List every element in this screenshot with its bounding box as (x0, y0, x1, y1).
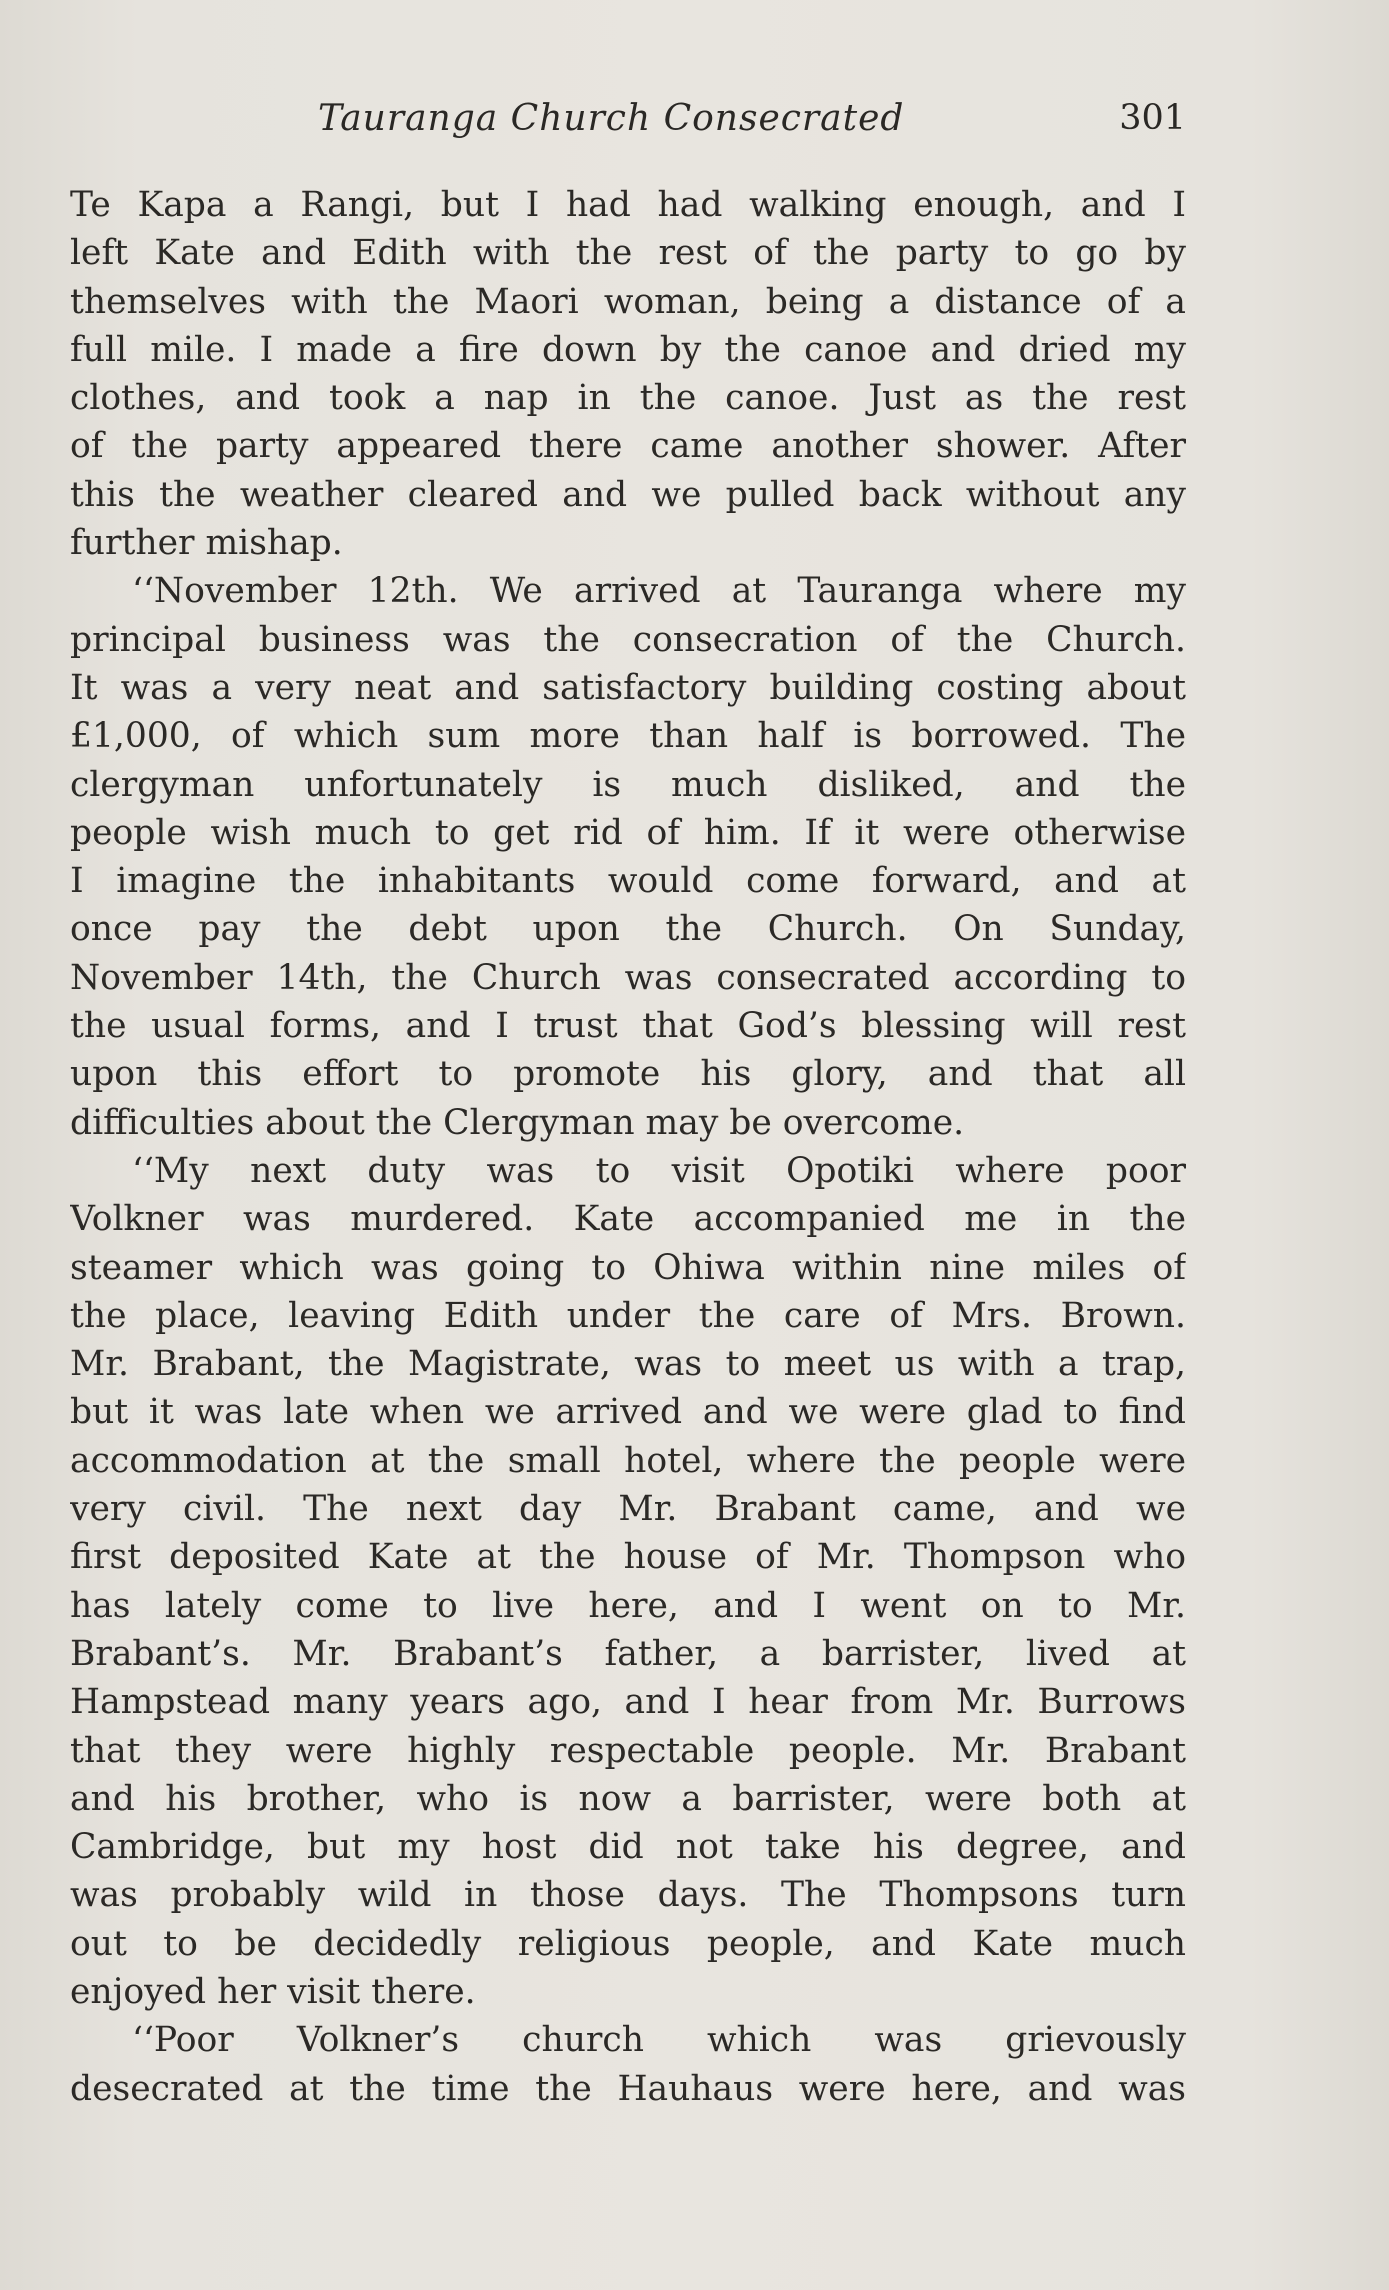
text-line: was probably wild in those days. The Thompsons turn (70, 1875, 1186, 1916)
text-line: principal business was the consecration of the Church. (70, 619, 1186, 660)
text-line: enjoyed her visit there. (70, 1971, 476, 2012)
text-line: ‘‘My next duty was to visit Opotiki where poor (132, 1150, 1186, 1191)
text-line: ‘‘November 12th. We arrived at Tauranga where my (132, 571, 1186, 612)
text-line: further mishap. (70, 523, 343, 564)
text-line: Te Kapa a Rangi, but I had had walking enough, and I (70, 185, 1186, 225)
text-line: accommodation at the small hotel, where the people were (70, 1440, 1186, 1481)
body-text (70, 181, 1186, 2113)
text-line: steamer which was going to Ohiwa within nine miles of (70, 1247, 1186, 1288)
text-line: ‘‘Poor Volkner’s church which was grievously (132, 2020, 1186, 2061)
text-line: people wish much to get rid of him. If it were otherwise (70, 812, 1186, 853)
text-line: this the weather cleared and we pulled back without any (70, 474, 1186, 515)
text-line: Mr. Brabant, the Magistrate, was to meet us with a trap, (70, 1344, 1186, 1385)
text-line: Cambridge, but my host did not take his degree, and (70, 1827, 1186, 1868)
text-line: clothes, and took a nap in the canoe. Just as the rest (70, 378, 1186, 419)
running-title: Tauranga Church Consecrated (318, 98, 905, 139)
text-line: It was a very neat and satisfactory building costing about (70, 667, 1186, 708)
text-line: but it was late when we arrived and we were glad to find (70, 1392, 1186, 1433)
text-line: desecrated at the time the Hauhaus were here, and was (70, 2068, 1186, 2109)
text-line: that they were highly respectable people. Mr. Brabant (70, 1730, 1186, 1771)
text-line: has lately come to live here, and I went on to Mr. (70, 1585, 1186, 1626)
text-line: Hampstead many years ago, and I hear from Mr. Burrows (70, 1682, 1186, 1723)
text-line: left Kate and Edith with the rest of the party to go by (70, 233, 1186, 274)
text-line: clergyman unfortunately is much disliked, and the (70, 764, 1186, 805)
text-line: £1,000, of which sum more than half is borrowed. The (70, 716, 1186, 757)
text-line: the place, leaving Edith under the care of Mrs. Brown. (70, 1295, 1186, 1336)
text-line: I imagine the inhabitants would come forward, and at (70, 861, 1186, 902)
page-header (70, 98, 1186, 158)
text-line: full mile. I made a fire down by the canoe and dried my (70, 329, 1186, 370)
text-line: and his brother, who is now a barrister, were both at (70, 1778, 1186, 1819)
page-number: 301 (1119, 98, 1186, 138)
text-line: out to be decidedly religious people, and Kate much (70, 1923, 1186, 1964)
text-line: difficulties about the Clergyman may be overcome. (70, 1102, 965, 1143)
text-line: Volkner was murdered. Kate accompanied me in the (70, 1199, 1186, 1240)
text-line: themselves with the Maori woman, being a distance of a (70, 281, 1186, 322)
text-line: Brabant’s. Mr. Brabant’s father, a barrister, lived at (70, 1633, 1186, 1674)
text-line: the usual forms, and I trust that God’s blessing will rest (70, 1006, 1186, 1047)
text-line: of the party appeared there came another shower. After (70, 426, 1186, 467)
text-line: November 14th, the Church was consecrated according to (70, 957, 1186, 998)
text-line: very civil. The next day Mr. Brabant came, and we (70, 1489, 1186, 1530)
text-line: once pay the debt upon the Church. On Sunday, (70, 909, 1186, 950)
text-line: upon this effort to promote his glory, and that all (70, 1054, 1186, 1095)
text-line: first deposited Kate at the house of Mr. Thompson who (70, 1537, 1186, 1578)
